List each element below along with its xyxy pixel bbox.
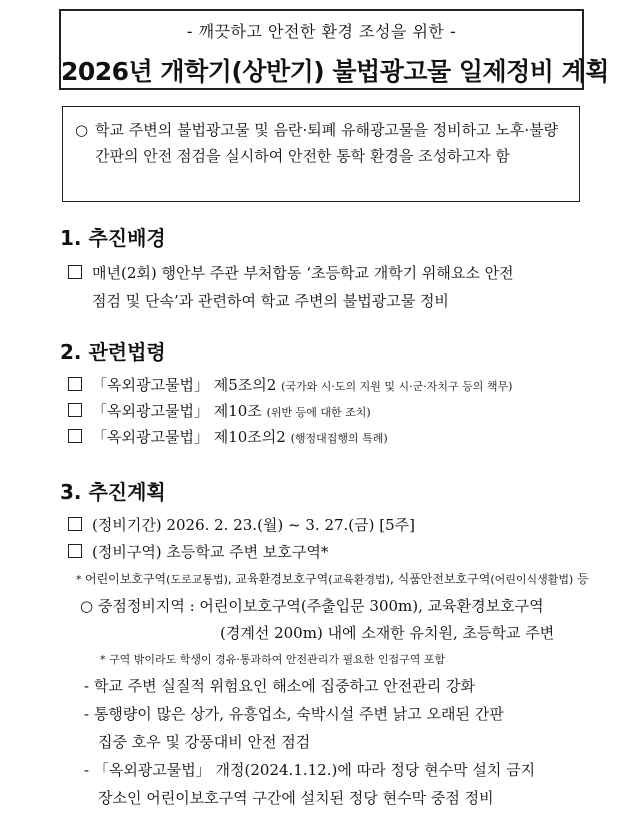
focus-area — [80, 595, 544, 616]
plan-dash-item-2-line1: - 통행량이 많은 상가, 유흥업소, 숙박시설 주변 낡고 오래된 간판 — [84, 705, 504, 723]
plan-zone — [68, 541, 328, 562]
background-item — [68, 262, 514, 283]
law-title: 「옥외광고물법」 제10조의2 — [92, 428, 286, 446]
law-title: 「옥외광고물법」 제5조의2 — [92, 376, 277, 394]
plan-dash-item-3-line1: - 「옥외광고물법」 개정(2024.1.12.)에 따라 정당 현수막 설치 금지 — [84, 761, 536, 779]
background-text-line1: 매년(2회) 행안부 주관 부처합동 ‘초등학교 개학기 위해요소 안전 — [92, 264, 514, 282]
focus-footnote: * 구역 밖이라도 학생이 경유·통과하여 안전관리가 필요한 인접구역 포함 — [100, 653, 446, 666]
checkbox-icon — [68, 403, 82, 417]
background-text-line2: 점검 및 단속’과 관련하여 학교 주변의 불법광고물 정비 — [92, 292, 449, 310]
plan-period — [68, 514, 415, 535]
checkbox-icon — [68, 429, 82, 443]
document-subtitle: - 깨끗하고 안전한 환경 조성을 위한 - — [186, 22, 457, 41]
zone-text: (정비구역) 초등학교 주변 보호구역* — [92, 543, 329, 561]
plan-dash-item-2-line2: 집중 호우 및 강풍대비 안전 점검 — [98, 733, 311, 751]
title-box — [59, 9, 609, 90]
section-heading-background: 1. 추진배경 — [60, 226, 166, 250]
focus-text-line2: (경계선 200m) 내에 소재한 유치원, 초등학교 주변 — [220, 624, 555, 642]
zone-footnote: * 어린이보호구역(도로교통법), 교육환경보호구역(교육환경법), 식품안전보호구역(어린이식생활법) 등 — [76, 572, 589, 586]
summary-box — [62, 106, 580, 202]
law-note: (위반 등에 대한 조치) — [266, 406, 371, 419]
law-item — [68, 426, 388, 447]
circle-bullet: ○ — [75, 121, 89, 139]
summary-text: 학교 주변의 불법광고물 및 음란·퇴폐 유해광고물을 정비하고 노후·불량간판의 안전 점검을 실시하여 안전한 통학 환경을 조성하고자 함 — [95, 121, 559, 165]
law-item — [68, 374, 512, 395]
checkbox-icon — [68, 517, 82, 531]
section-heading-plan: 3. 추진계획 — [60, 480, 166, 504]
section-heading-laws: 2. 관련법령 — [60, 340, 166, 364]
law-note: (국가와 시·도의 지원 및 시·군·자치구 등의 책무) — [281, 380, 513, 393]
focus-text-line1: 중점정비지역 : 어린이보호구역(주출입문 300m), 교육환경보호구역 — [97, 597, 544, 615]
checkbox-icon — [68, 544, 82, 558]
circle-bullet: ○ — [80, 597, 94, 615]
plan-dash-item-1: - 학교 주변 실질적 위험요인 해소에 집중하고 안전관리 강화 — [84, 677, 475, 695]
checkbox-icon — [68, 265, 82, 279]
period-text: (정비기간) 2026. 2. 23.(월) ~ 3. 27.(금) [5주] — [92, 516, 416, 534]
plan-dash-item-3-line2: 장소인 어린이보호구역 구간에 설치된 정당 현수막 중점 정비 — [98, 789, 494, 807]
document-title: 2026년 개학기(상반기) 불법광고물 일제정비 계획 — [61, 57, 609, 86]
law-item — [68, 400, 371, 421]
law-title: 「옥외광고물법」 제10조 — [92, 402, 262, 420]
law-note: (행정대집행의 특례) — [290, 432, 388, 445]
checkbox-icon — [68, 377, 82, 391]
